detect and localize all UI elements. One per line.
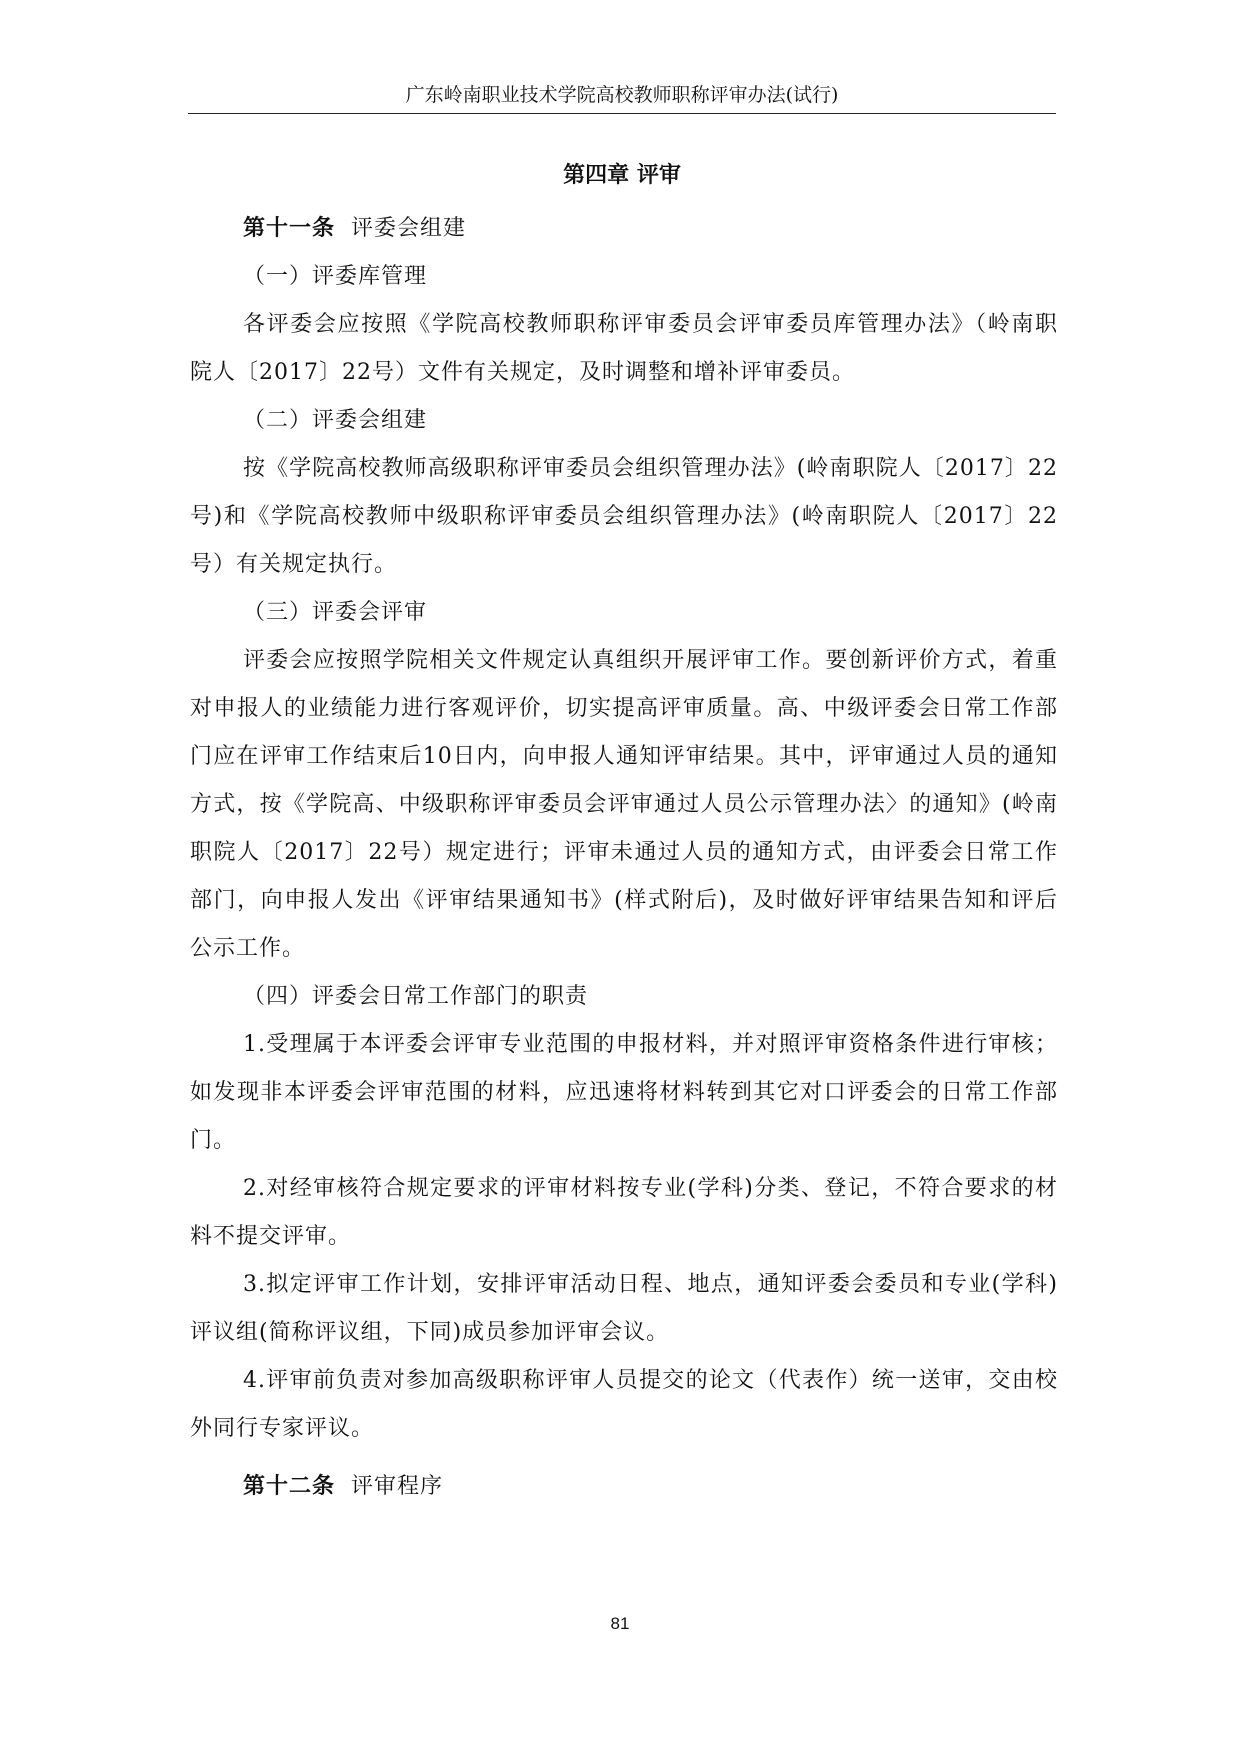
article-12-title: 评审程序: [351, 1474, 444, 1499]
page-number: 81: [610, 1614, 630, 1633]
running-header: 广东岭南职业技术学院高校教师职称评审办法(试行): [405, 84, 839, 106]
header-rule: [188, 113, 1056, 114]
section-2-text: 按《学院高校教师高级职称评审委员会组织管理办法》(岭南职院人〔2017〕22号)和《学院高校教师中级职称评审委员会组织管理办法》(岭南职院人〔2017〕22号）有关规定执行。: [190, 456, 1058, 577]
section-4-item-1: 1.受理属于本评委会评审专业范围的申报材料，并对照评审资格条件进行审核；如发现非本评委会评审范围的材料，应迅速将材料转到其它对口评委会的日常工作部门。: [190, 1032, 1058, 1153]
article-12-number: 第十二条: [243, 1474, 336, 1499]
section-4-item-4: 4.评审前负责对参加高级职称评审人员提交的论文（代表作）统一送审，交由校外同行专家评议。: [190, 1368, 1058, 1441]
section-2-heading: （二）评委会组建: [243, 408, 428, 433]
section-4-heading: （四）评委会日常工作部门的职责: [243, 984, 589, 1009]
section-1-text: 各评委会应按照《学院高校教师职称评审委员会评审委员库管理办法》（岭南职院人〔2017〕22号）文件有关规定，及时调整和增补评审委员。: [190, 312, 1058, 385]
document-body: [190, 205, 1058, 1511]
section-3-text: 评委会应按照学院相关文件规定认真组织开展评审工作。要创新评价方式，着重对申报人的业绩能力进行客观评价，切实提高评审质量。高、中级评委会日常工作部门应在评审工作结束后10日内，向申报人通知评审结果。其中，评审通过人员的通知方式，按《学院高、中级职称评审委员会评审通过人员公示管理办法〉的通知》(岭南职院人〔2017〕22号）规定进行；评审未通过人员的通知方式，由评委会日常工作部门，向申报人发出《评审结果通知书》(样式附后)，及时做好评审结果告知和评后公示工作。: [190, 648, 1058, 961]
article-11-number: 第十一条: [243, 216, 336, 241]
article-12-heading: [190, 1463, 1058, 1511]
section-4-item-3: 3.拟定评审工作计划，安排评审活动日程、地点，通知评委会委员和专业(学科)评议组(简称评议组，下同)成员参加评审会议。: [190, 1272, 1058, 1345]
article-11-title: 评委会组建: [351, 216, 467, 241]
section-4-item-2: 2.对经审核符合规定要求的评审材料按专业(学科)分类、登记，不符合要求的材料不提交评审。: [190, 1176, 1058, 1249]
chapter-title: 第四章 评审: [563, 163, 681, 188]
section-1-heading: （一）评委库管理: [243, 264, 428, 289]
article-11-heading: [190, 205, 1058, 253]
section-3-heading: （三）评委会评审: [243, 600, 428, 625]
